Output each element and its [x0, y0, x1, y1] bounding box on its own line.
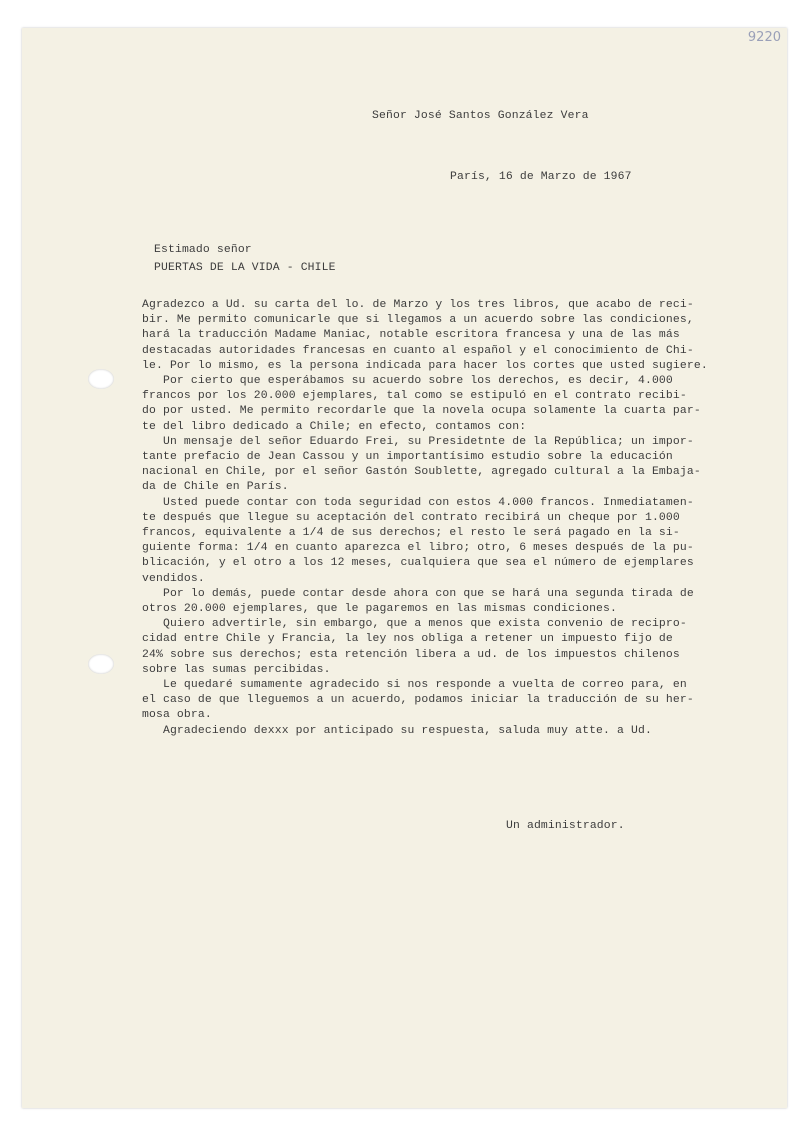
- archive-mark: 9220: [747, 30, 781, 45]
- body-line: destacadas autoridades francesas en cuanto al español y el conocimiento de Chi-: [142, 344, 694, 357]
- body-line: Por lo demás, puede contar desde ahora con que se hará una segunda tirada de: [142, 587, 694, 600]
- body-line: da de Chile en París.: [142, 481, 289, 494]
- body-line: Usted puede contar con toda seguridad con estos 4.000 francos. Inmediatamen-: [142, 496, 694, 509]
- body-line: Agradezco a Ud. su carta del lo. de Marzo y los tres libros, que acabo de reci-: [142, 299, 694, 311]
- salutation-block: [154, 241, 336, 277]
- body-line: te del libro dedicado a Chile; en efecto, contamos con:: [142, 420, 527, 433]
- punch-hole-lower: [88, 654, 114, 674]
- body-line: Quiero advertirle, sin embargo, que a menos que exista convenio de recipro-: [142, 618, 687, 631]
- body-line: le. Por lo mismo, es la persona indicada para hacer los cortes que usted sugiere.: [142, 359, 708, 372]
- body-line: hará la traducción Madame Maniac, notable escritora francesa y una de las más: [142, 329, 680, 342]
- body-line: do por usted. Me permito recordarle que la novela ocupa solamente la cuarta par-: [142, 405, 701, 418]
- body-line: nacional en Chile, por el señor Gastón Soublette, agregado cultural a la Embaja-: [142, 466, 701, 479]
- body-line: 24% sobre sus derechos; esta retención libera a ud. de los impuestos chilenos: [142, 648, 680, 661]
- body-line: francos por los 20.000 ejemplares, tal como se estipuló en el contrato recibi-: [142, 390, 687, 403]
- body-line: cidad entre Chile y Francia, la ley nos obliga a retener un impuesto fijo de: [142, 633, 673, 646]
- body-line: tante prefacio de Jean Cassou y un importantísimo estudio sobre la educación: [142, 451, 673, 464]
- letter-sheet: [22, 28, 787, 1108]
- recipient-line: Señor José Santos González Vera: [372, 110, 589, 122]
- body-line: vendidos.: [142, 572, 205, 585]
- body-line: mosa obra.: [142, 709, 212, 722]
- letter-body: [142, 298, 764, 739]
- salutation-line: PUERTAS DE LA VIDA - CHILE: [154, 262, 336, 274]
- body-line: sobre las sumas percibidas.: [142, 663, 331, 676]
- body-line: Agradeciendo dexxx por anticipado su respuesta, saluda muy atte. a Ud.: [142, 724, 652, 737]
- body-line: el caso de que lleguemos a un acuerdo, podamos iniciar la traducción de su her-: [142, 694, 694, 707]
- body-line: francos, equivalente a 1/4 de sus derechos; el resto le será pagado en la si-: [142, 527, 680, 540]
- body-line: Por cierto que esperábamos su acuerdo sobre los derechos, es decir, 4.000: [142, 375, 673, 388]
- body-line: otros 20.000 ejemplares, que le pagaremos en las mismas condiciones.: [142, 603, 618, 616]
- body-line: Un mensaje del señor Eduardo Frei, su Presidetnte de la República; un impor-: [142, 435, 694, 448]
- salutation-line: Estimado señor: [154, 244, 252, 256]
- place-date: París, 16 de Marzo de 1967: [450, 171, 632, 183]
- signature: Un administrador.: [506, 820, 625, 832]
- body-line: bir. Me permito comunicarle que si llegamos a un acuerdo sobre las condiciones,: [142, 314, 694, 327]
- body-line: Le quedaré sumamente agradecido si nos responde a vuelta de correo para, en: [142, 679, 687, 692]
- body-line: guiente forma: 1/4 en cuanto aparezca el libro; otro, 6 meses después de la pu-: [142, 542, 694, 555]
- punch-hole-upper: [88, 369, 114, 389]
- body-line: blicación, y el otro a los 12 meses, cualquiera que sea el número de ejemplares: [142, 557, 694, 570]
- body-line: te después que llegue su aceptación del contrato recibirá un cheque por 1.000: [142, 511, 680, 524]
